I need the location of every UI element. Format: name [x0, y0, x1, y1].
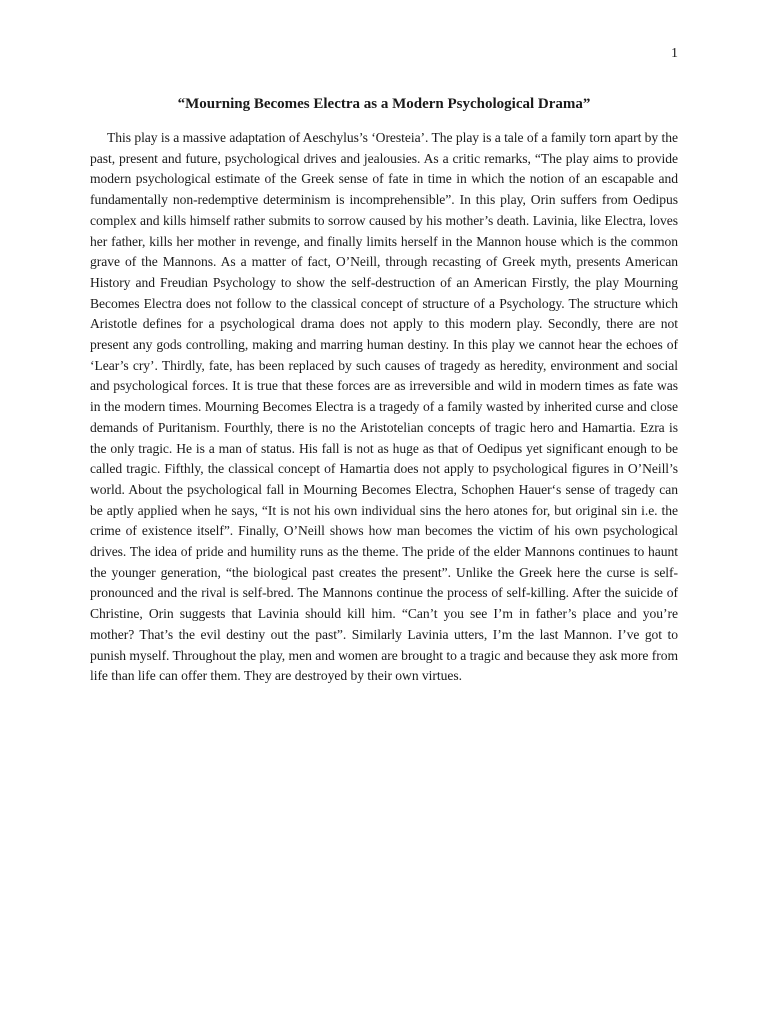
body-paragraph: This play is a massive adaptation of Aeschylus’s ‘Oresteia’. The play is a tale of a family torn apart by the past, present and future, psychological drives and jealousies. As a critic remarks, “The play aims to provide modern psychological estimate of the Greek sense of fate in time in which the notion of an escapable and fundamentally non-redemptive determinism is incomprehensible”. In this play, Orin suffers from Oedipus complex and kills himself rather submits to sorrow caused by his mother’s death. Lavinia, like Electra, loves her father, kills her mother in revenge, and finally limits herself in the Mannon house which is the common grave of the Mannons. As a matter of fact, O’Neill, through recasting of Greek myth, presents American History and Freudian Psychology to show the self-destruction of an American Firstly, the play Mourning Becomes Electra does not follow to the classical concept of structure of a Psychology. The structure which Aristotle defines for a psychological drama does not apply to this modern play. Secondly, there are not present any gods controlling, making and marring human destiny. In this play we cannot hear the echoes of ‘Lear’s cry’. Thirdly, fate, has been replaced by such causes of tragedy as heredity, environment and social and psychological forces. It is true that these forces are as irreversible and wild in modern times as fate was in the modern times. Mourning Becomes Electra is a tragedy of a family wasted by inherited curse and close demands of Puritanism. Fourthly, there is no the Aristotelian concepts of tragic hero and Hamartia. Ezra is the only tragic. He is a man of status. His fall is not as huge as that of Oedipus yet significant enough to be called tragic. Fifthly, the classical concept of Hamartia does not apply to psychological figures in O’Neill’s world. About the psychological fall in Mourning Becomes Electra, Schophen Hauer‘s sense of tragedy can be aptly applied when he says, “It is not his own individual sins the hero atones for, but original sin i.e. the crime of existence itself”. Finally, O’Neill shows how man becomes the victim of his own psychological drives. The idea of pride and humility runs as the theme. The pride of the elder Mannons continues to haunt the younger generation, “the biological past creates the present”. Unlike the Greek here the curse is self-pronounced and the rival is self-bred. The Mannons continue the process of self-killing. After the suicide of Christine, Orin suggests that Lavinia should kill him. “Can’t you see I’m in father’s place and you’re mother? That’s the evil destiny out the past”. Similarly Lavinia utters, I’m the last Mannon. I’ve got to punish myself. Throughout the play, men and women are brought to a tragic and because they ask more from life than life can offer them. They are destroyed by their own virtues.	[90, 130, 678, 684]
page-number: 1	[671, 46, 678, 61]
document-title: “Mourning Becomes Electra as a Modern Psychological Drama”	[177, 96, 591, 112]
